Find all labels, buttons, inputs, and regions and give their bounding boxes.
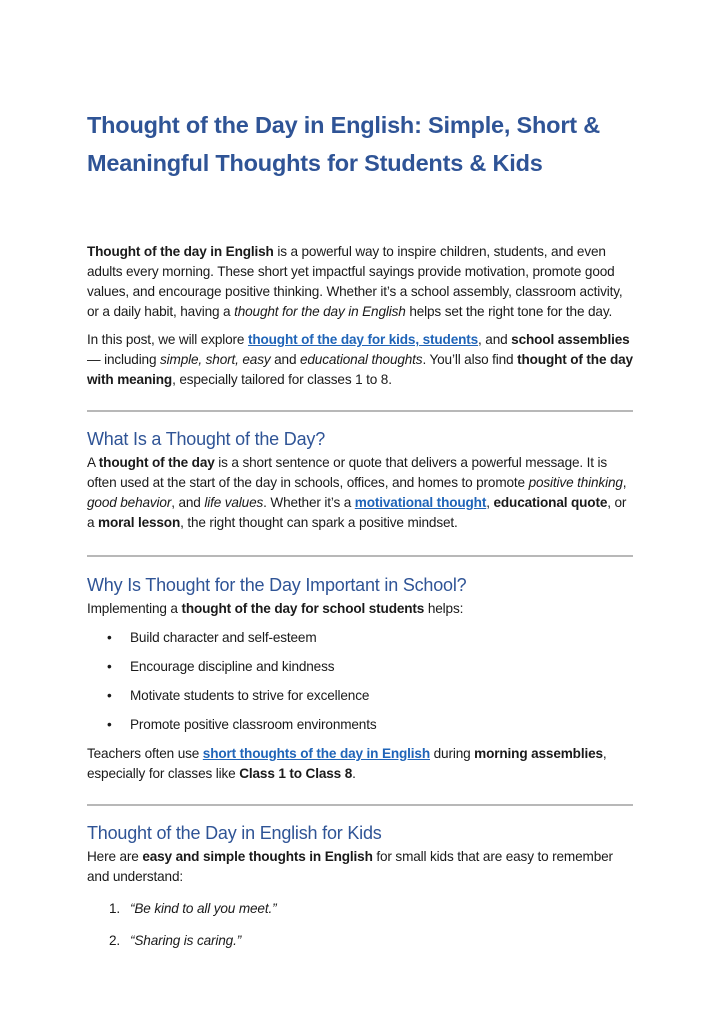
list-item xyxy=(87,899,633,919)
section2-closing xyxy=(87,744,633,784)
text: is a powerful way to inspire children, students, and even adults every morning. These short yet impactful sayings provide motivation, promote good values, and encourage positive thinking. Whether it’s a school assembly, classroom activity, or a daily habit, having a xyxy=(87,244,623,319)
text: is a short sentence or quote that delivers a powerful message. It is often used at the start of the day in schools, offices, and homes to promote xyxy=(87,455,608,490)
text: , and xyxy=(478,332,512,347)
kids-thoughts-list xyxy=(87,899,633,951)
italic-text: positive thinking xyxy=(528,475,623,490)
text: Implementing a xyxy=(87,601,182,616)
list-item-text: “Be kind to all you meet.” xyxy=(130,901,277,916)
bullet-icon: • xyxy=(107,717,112,732)
bullet-icon: • xyxy=(107,688,112,703)
bold-text: morning assemblies xyxy=(474,746,603,761)
list-item xyxy=(87,628,633,648)
intro-paragraph-1 xyxy=(87,242,633,322)
text: , xyxy=(622,475,627,490)
text: , and xyxy=(171,495,205,510)
list-item xyxy=(87,686,633,706)
bold-text: moral lesson xyxy=(98,515,181,530)
text: for small kids that are easy to remember and understand: xyxy=(87,849,613,884)
link-motivational-thought[interactable]: motivational thought xyxy=(354,495,487,510)
list-item xyxy=(87,657,633,677)
bold-text: easy and simple thoughts in English xyxy=(142,849,373,864)
page-title: Thought of the Day in English: Simple, Short & Meaningful Thoughts for Students & Kids xyxy=(87,112,601,176)
link-short-thoughts[interactable]: short thoughts of the day in English xyxy=(202,746,430,761)
bold-text: school assemblies xyxy=(511,332,630,347)
list-item-text: Encourage discipline and kindness xyxy=(130,659,335,674)
bullet-icon: • xyxy=(107,659,112,674)
list-number: 1. xyxy=(109,901,121,916)
bold-text: thought of the day xyxy=(98,455,215,470)
section3-lead xyxy=(87,847,633,887)
list-item-text: “Sharing is caring.” xyxy=(130,933,242,948)
section1-paragraph xyxy=(87,453,633,533)
text: helps: xyxy=(424,601,464,616)
bold-text: thought of the day for school students xyxy=(181,601,425,616)
bold-text: thought of the day with meaning xyxy=(87,352,633,387)
section2-lead xyxy=(87,599,633,619)
text: . xyxy=(352,766,356,781)
text: In this post, we will explore xyxy=(87,332,248,347)
benefits-list xyxy=(87,628,633,735)
italic-text: simple, short, easy xyxy=(160,352,271,367)
intro-paragraph-2 xyxy=(87,330,633,390)
section-heading-what-is: What Is a Thought of the Day? xyxy=(87,429,326,449)
text: , xyxy=(486,495,494,510)
text: , or a xyxy=(87,495,627,530)
bold-text: Thought of the day in English xyxy=(87,244,274,259)
text: . Whether it’s a xyxy=(263,495,355,510)
list-item-text: Promote positive classroom environments xyxy=(130,717,377,732)
text: — including xyxy=(87,352,161,367)
list-item-text: Motivate students to strive for excellence xyxy=(130,688,370,703)
section-divider xyxy=(87,804,633,806)
list-item-text: Build character and self-esteem xyxy=(130,630,317,645)
text: Here are xyxy=(87,849,143,864)
text: and xyxy=(270,352,300,367)
italic-text: educational thoughts xyxy=(299,352,423,367)
text: Teachers often use xyxy=(87,746,203,761)
italic-text: good behavior xyxy=(87,495,172,510)
text: , especially tailored for classes 1 to 8. xyxy=(172,372,392,387)
text: , especially for classes like xyxy=(87,746,607,781)
text: during xyxy=(430,746,475,761)
text: , the right thought can spark a positive mindset. xyxy=(180,515,458,530)
text: . You’ll also find xyxy=(422,352,518,367)
section-heading-why-important: Why Is Thought for the Day Important in School? xyxy=(87,575,467,595)
bold-text: educational quote xyxy=(493,495,608,510)
link-thought-for-kids-students[interactable]: thought of the day for kids, students xyxy=(247,332,479,347)
section-divider xyxy=(87,555,633,557)
bullet-icon: • xyxy=(107,630,112,645)
article-body xyxy=(87,106,633,951)
list-item xyxy=(87,931,633,951)
list-number: 2. xyxy=(109,933,121,948)
italic-text: thought for the day in English xyxy=(234,304,406,319)
section-divider xyxy=(87,410,633,412)
text: A xyxy=(87,455,99,470)
text: helps set the right tone for the day. xyxy=(405,304,613,319)
italic-text: life values xyxy=(204,495,264,510)
section-heading-for-kids: Thought of the Day in English for Kids xyxy=(87,823,382,843)
bold-text: Class 1 to Class 8 xyxy=(239,766,353,781)
list-item xyxy=(87,715,633,735)
